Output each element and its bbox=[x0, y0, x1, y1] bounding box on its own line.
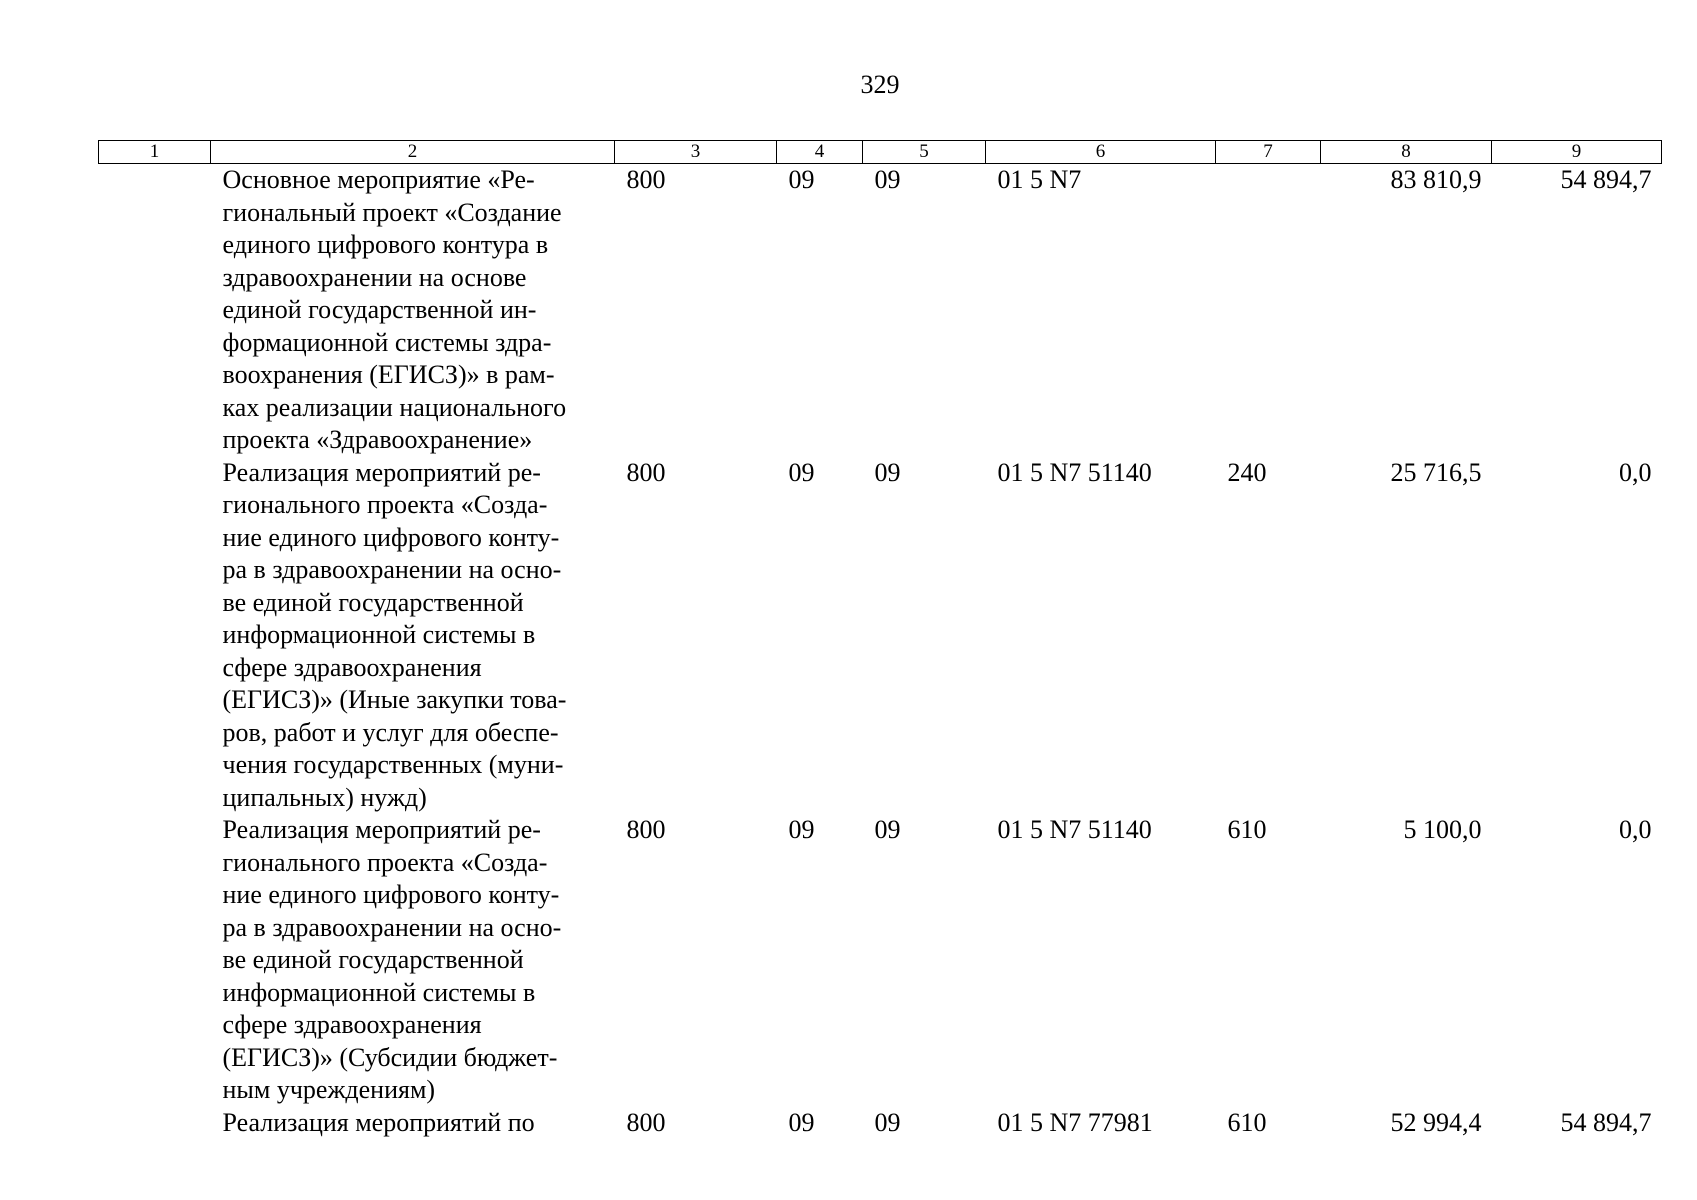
row-number-cell bbox=[99, 164, 211, 457]
expense-type-cell: 610 bbox=[1227, 1107, 1267, 1137]
subsection-code-cell: 09 bbox=[874, 1107, 901, 1137]
section-code-cell: 09 bbox=[788, 165, 815, 194]
page-number: 329 bbox=[860, 70, 900, 99]
column-header: 2 bbox=[211, 141, 615, 164]
description-cell: Реализация мероприятий ре- гионального проекта «Созда- ние единого цифрового конту- ра в здравоохранении на осно- ве единой государственной информационной системы в сфере здравоохранения (ЕГИСЗ)» (Иные закупки това- ров, работ и услуг для обеспе- чения государственных (муни- ципальных) нужд) bbox=[222, 457, 567, 812]
ministry-code-cell: 800 bbox=[626, 457, 666, 487]
ministry-code-cell: 800 bbox=[626, 1107, 666, 1137]
table-row bbox=[99, 457, 1662, 815]
subsection-code-cell: 09 bbox=[874, 165, 901, 194]
description-cell: Реализация мероприятий по bbox=[222, 1107, 535, 1137]
column-header: 6 bbox=[986, 141, 1216, 164]
row-number-cell bbox=[99, 1107, 211, 1140]
target-article-cell: 01 5 N7 51140 bbox=[997, 815, 1152, 844]
column-header: 3 bbox=[615, 141, 777, 164]
ministry-code-cell: 800 bbox=[626, 165, 666, 194]
subsection-code-cell: 09 bbox=[874, 815, 901, 844]
subsection-code-cell: 09 bbox=[874, 457, 901, 487]
amount-year-1-cell: 83 810,9 bbox=[1390, 165, 1482, 194]
amount-year-2-cell: 0,0 bbox=[1619, 457, 1652, 487]
column-header: 4 bbox=[777, 141, 863, 164]
expense-type-cell: 240 bbox=[1227, 457, 1267, 487]
amount-year-1-cell: 5 100,0 bbox=[1403, 815, 1482, 844]
description-cell: Реализация мероприятий ре- гионального проекта «Созда- ние единого цифрового конту- ра в здравоохранении на осно- ве единой государственной информационной системы в сфере здравоохранения (ЕГИСЗ)» (Субсидии бюджет- ным учреждениям) bbox=[222, 815, 562, 1104]
target-article-cell: 01 5 N7 51140 bbox=[997, 457, 1152, 487]
target-article-cell: 01 5 N7 bbox=[997, 165, 1082, 194]
amount-year-1-cell: 25 716,5 bbox=[1390, 457, 1482, 487]
column-header: 8 bbox=[1321, 141, 1492, 164]
target-article-cell: 01 5 N7 77981 bbox=[997, 1107, 1153, 1137]
table-row bbox=[99, 1107, 1662, 1140]
amount-year-2-cell: 54 894,7 bbox=[1560, 165, 1652, 194]
column-header: 7 bbox=[1216, 141, 1321, 164]
amount-year-2-cell: 54 894,7 bbox=[1560, 1107, 1652, 1137]
budget-table bbox=[98, 140, 1662, 1139]
table-row bbox=[99, 814, 1662, 1107]
amount-year-2-cell: 0,0 bbox=[1619, 815, 1652, 844]
section-code-cell: 09 bbox=[788, 815, 815, 844]
column-header: 5 bbox=[863, 141, 986, 164]
column-header: 9 bbox=[1492, 141, 1662, 164]
table-body bbox=[99, 164, 1662, 1140]
row-number-cell bbox=[99, 814, 211, 1107]
section-code-cell: 09 bbox=[788, 457, 815, 487]
table-row bbox=[99, 164, 1662, 457]
section-code-cell: 09 bbox=[788, 1107, 815, 1137]
column-header: 1 bbox=[99, 141, 211, 164]
ministry-code-cell: 800 bbox=[626, 815, 666, 844]
row-number-cell bbox=[99, 457, 211, 815]
expense-type-cell: 610 bbox=[1227, 815, 1267, 844]
header-row bbox=[99, 141, 1662, 164]
description-cell: Основное мероприятие «Ре- гиональный проект «Создание единого цифрового контура в здравоохранении на основе единой государственной ин- формационной системы здра- воохранения (ЕГИСЗ)» в рам- ках реализации национального проекта «Здравоохранение» bbox=[222, 165, 567, 454]
amount-year-1-cell: 52 994,4 bbox=[1390, 1107, 1482, 1137]
expense-type-cell bbox=[1216, 164, 1321, 457]
